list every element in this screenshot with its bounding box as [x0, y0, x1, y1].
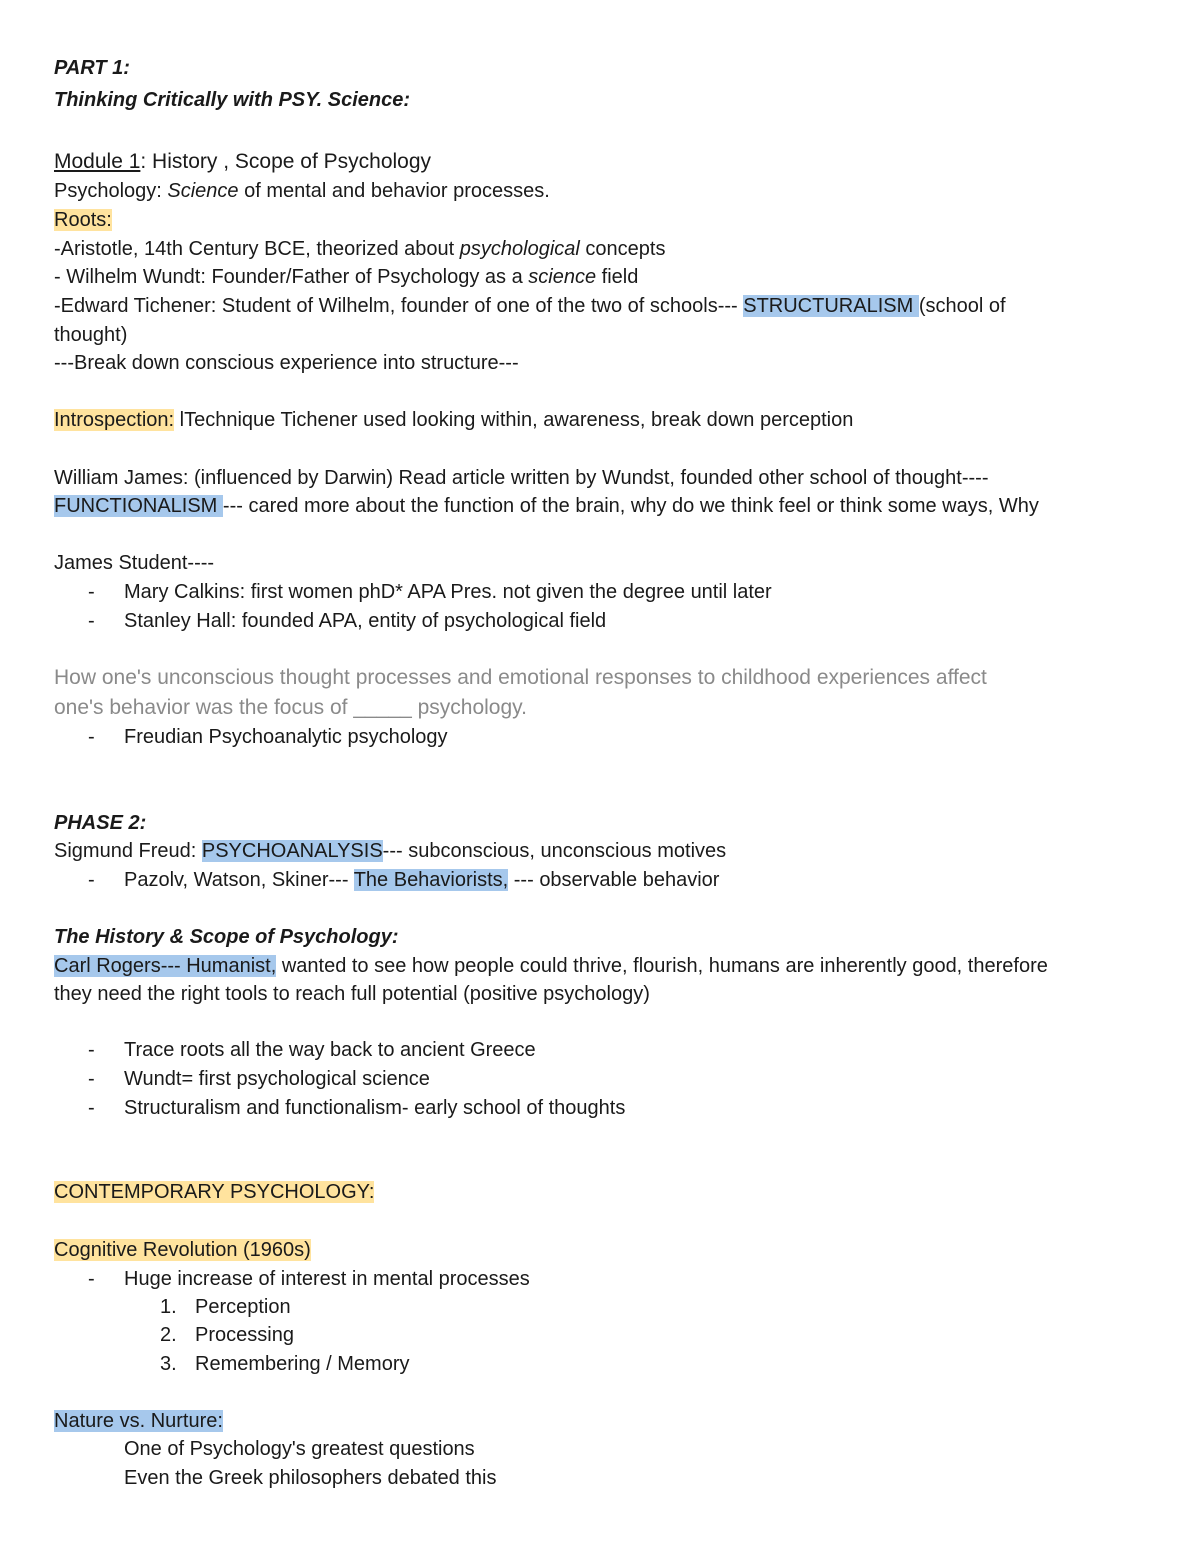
functionalism-line: FUNCTIONALISM --- cared more about the function of the brain, why do we think feel or think some ways, Why	[54, 495, 1039, 517]
nature-line: One of Psychology's greatest questions	[124, 1438, 475, 1460]
question-answer: Freudian Psychoanalytic psychology	[124, 726, 448, 748]
cognitive-heading: Cognitive Revolution (1960s)	[54, 1239, 311, 1261]
list-item: Processing	[195, 1324, 294, 1346]
rogers-line: Carl Rogers--- Humanist, wanted to see how people could thrive, flourish, humans are inherently good, therefore	[54, 955, 1048, 977]
bullet-dash: -	[88, 581, 95, 603]
list-item: Wundt= first psychological science	[124, 1068, 430, 1090]
part-heading: PART 1:	[54, 57, 130, 79]
bullet-dash: -	[88, 1268, 95, 1290]
bullet-dash: -	[88, 1068, 95, 1090]
roots-breakdown: ---Break down conscious experience into structure---	[54, 352, 519, 374]
list-item: Stanley Hall: founded APA, entity of psychological field	[124, 610, 607, 632]
freud-line: Sigmund Freud: PSYCHOANALYSIS--- subconscious, unconscious motives	[54, 840, 727, 862]
bullet-dash: -	[88, 1097, 95, 1119]
introspection-line: Introspection: lTechnique Tichener used looking within, awareness, break down perception	[54, 409, 854, 431]
list-item: Remembering / Memory	[195, 1353, 410, 1375]
list-item: Structuralism and functionalism- early school of thoughts	[124, 1097, 626, 1119]
part-subtitle: Thinking Critically with PSY. Science:	[54, 89, 411, 111]
james-line: William James: (influenced by Darwin) Read article written by Wundst, founded other school of thought----	[54, 467, 989, 489]
bullet-dash: -	[88, 1039, 95, 1061]
question-line-2: one's behavior was the focus of _____ psychology.	[54, 696, 527, 719]
list-number: 1.	[160, 1296, 177, 1318]
nature-line: Even the Greek philosophers debated this	[124, 1467, 497, 1489]
psychology-definition: Psychology: Science of mental and behavior processes.	[54, 180, 550, 202]
rogers-line-2: they need the right tools to reach full potential (positive psychology)	[54, 983, 650, 1005]
module-heading: Module 1: History , Scope of Psychology	[54, 150, 432, 173]
nature-heading: Nature vs. Nurture:	[54, 1410, 223, 1432]
behaviorists-line: Pazolv, Watson, Skiner--- The Behaviorists, --- observable behavior	[124, 869, 720, 891]
history-heading: The History & Scope of Psychology:	[54, 926, 399, 948]
bullet-dash: -	[88, 726, 95, 748]
list-item: Trace roots all the way back to ancient Greece	[124, 1039, 536, 1061]
roots-wundt: - Wilhelm Wundt: Founder/Father of Psychology as a science field	[54, 266, 639, 288]
roots-tichener: -Edward Tichener: Student of Wilhelm, founder of one of the two of schools--- STRUCTURALISM (school of	[54, 295, 1006, 317]
list-item: Huge increase of interest in mental processes	[124, 1268, 530, 1290]
contemporary-heading: CONTEMPORARY PSYCHOLOGY:	[54, 1181, 375, 1203]
bullet-dash: -	[88, 869, 95, 891]
james-student-label: James Student----	[54, 552, 215, 574]
roots-aristotle: -Aristotle, 14th Century BCE, theorized about psychological concepts	[54, 238, 666, 260]
list-item: Mary Calkins: first women phD* APA Pres. not given the degree until later	[124, 581, 772, 603]
phase-heading: PHASE 2:	[54, 812, 147, 834]
roots-tichener-cont: thought)	[54, 324, 128, 346]
bullet-dash: -	[88, 610, 95, 632]
list-item: Perception	[195, 1296, 291, 1318]
list-number: 3.	[160, 1353, 177, 1375]
question-line-1: How one's unconscious thought processes and emotional responses to childhood experiences affect	[54, 666, 987, 689]
roots-label: Roots:	[54, 209, 112, 231]
list-number: 2.	[160, 1324, 177, 1346]
